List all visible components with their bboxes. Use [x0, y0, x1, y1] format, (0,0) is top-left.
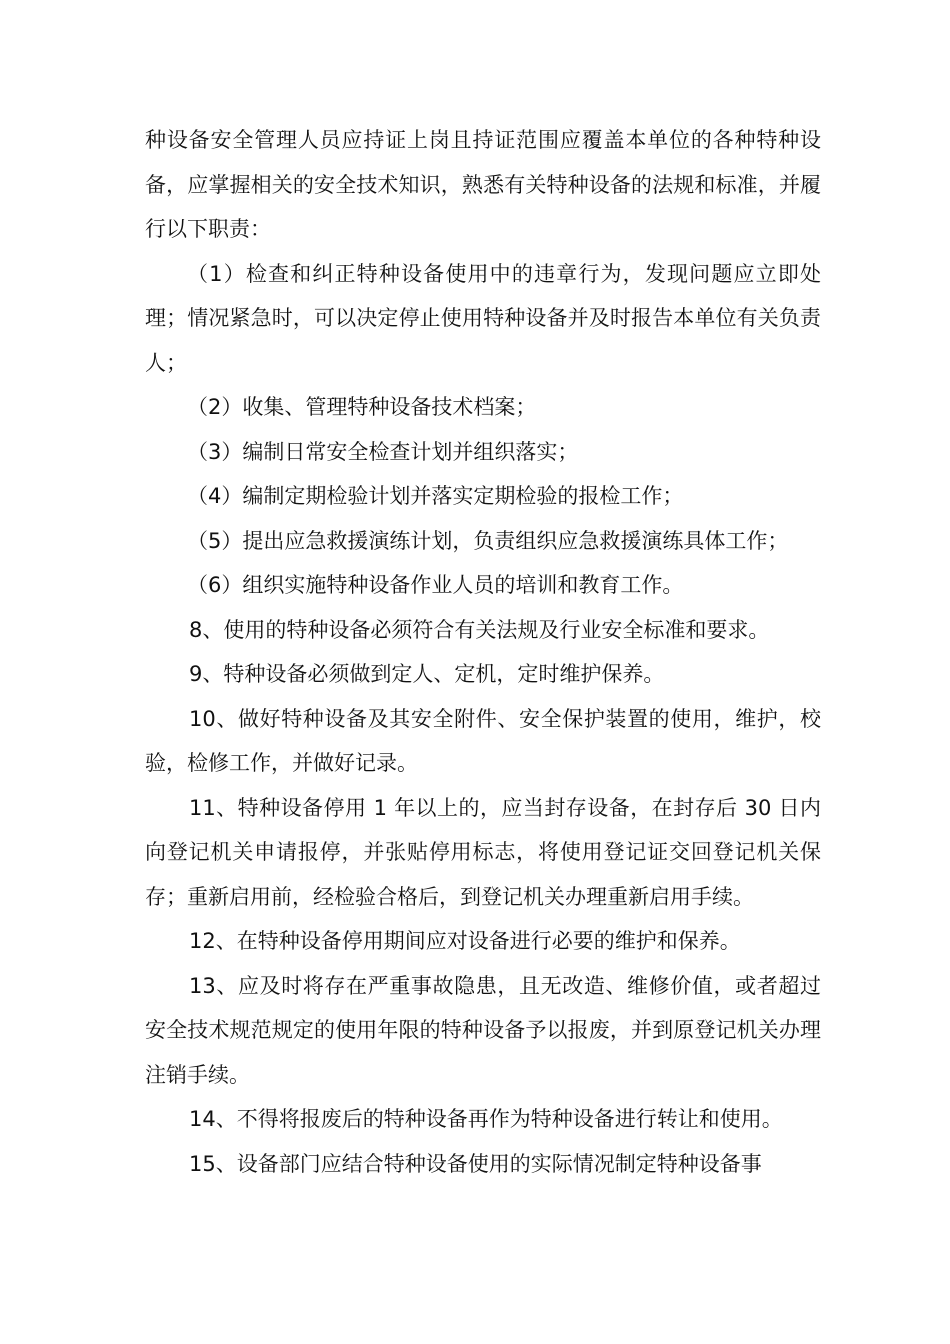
paragraph-duty-3: （3）编制日常安全检查计划并组织落实；: [187, 439, 579, 464]
paragraph-duty-5: （5）提出应急救援演练计划，负责组织应急救援演练具体工作；: [187, 528, 789, 553]
paragraph-rule-11: 11、特种设备停用 1 年以上的，应当封存设备，在封存后 30 日内向登记机关申请报停，并张贴停用标志，将使用登记证交回登记机关保存；重新启用前，经检验合格后，到登记机关办理重新启用手续。: [145, 795, 821, 909]
paragraph-rule-8: 8、使用的特种设备必须符合有关法规及行业安全标准和要求。: [189, 617, 770, 642]
paragraph-duty-4: （4）编制定期检验计划并落实定期检验的报检工作；: [187, 484, 684, 508]
paragraph-duty-1: （1）检查和纠正特种设备使用中的违章行为，发现问题应立即处理；情况紧急时，可以决定停止使用特种设备并及时报告本单位有关负责人；: [145, 261, 821, 375]
paragraph-rule-13: 13、应及时将存在严重事故隐患，且无改造、维修价值，或者超过安全技术规范规定的使用年限的特种设备予以报废，并到原登记机关办理注销手续。: [145, 973, 821, 1087]
paragraph-duty-2: （2）收集、管理特种设备技术档案；: [187, 395, 537, 419]
document-body: [145, 118, 821, 1186]
paragraph-rule-12: 12、在特种设备停用期间应对设备进行必要的维护和保养。: [189, 929, 741, 953]
paragraph-duty-6: （6）组织实施特种设备作业人员的培训和教育工作。: [187, 573, 684, 597]
paragraph-rule-15: 15、设备部门应结合特种设备使用的实际情况制定特种设备事: [189, 1151, 762, 1176]
paragraph-rule-9: 9、特种设备必须做到定人、定机，定时维护保养。: [189, 662, 665, 686]
paragraph-duties-intro: 种设备安全管理人员应持证上岗且持证范围应覆盖本单位的各种特种设备，应掌握相关的安全技术知识，熟悉有关特种设备的法规和标准，并履行以下职责：: [145, 128, 821, 241]
paragraph-rule-10: 10、做好特种设备及其安全附件、安全保护装置的使用，维护，校验，检修工作，并做好记录。: [145, 706, 821, 775]
paragraph-rule-14: 14、不得将报废后的特种设备再作为特种设备进行转让和使用。: [189, 1107, 783, 1131]
